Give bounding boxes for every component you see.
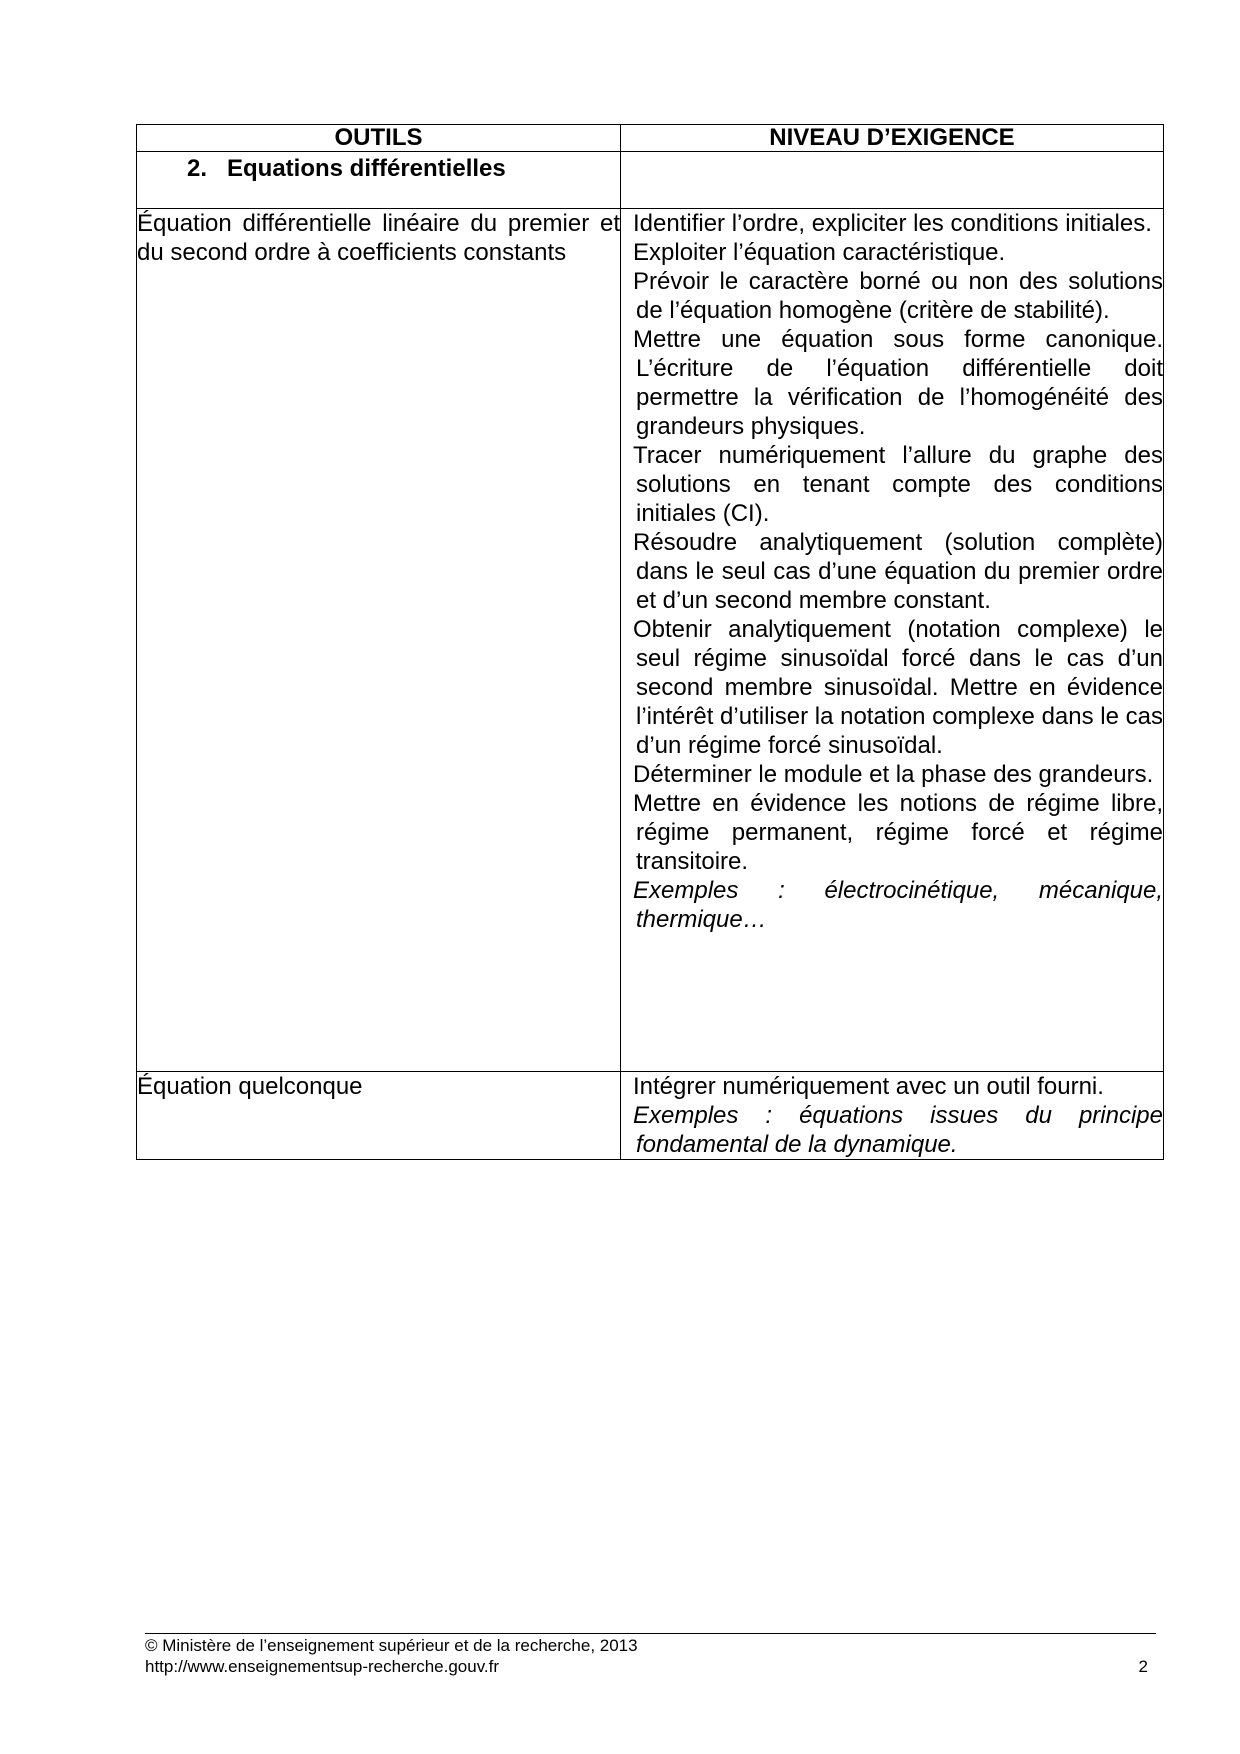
footer-divider (145, 1633, 1156, 1634)
tool-label: Équation différentielle linéaire du premier et du second ordre à coefficients constants (137, 210, 620, 266)
requirement-item: Déterminer le module et la phase des grandeurs. (633, 761, 1154, 788)
tool-cell (137, 209, 621, 1072)
section-row (137, 152, 1164, 209)
header-level: NIVEAU D’EXIGENCE (621, 125, 1164, 152)
requirement-item: Exploiter l’équation caractéristique. (633, 239, 1006, 266)
page-number: 2 (1138, 1657, 1148, 1676)
requirements-cell (621, 209, 1164, 1072)
section-number: 2. (187, 155, 208, 182)
footer-url[interactable]: http://www.enseignementsup-recherche.gouv.fr (145, 1657, 500, 1676)
table-row (137, 209, 1164, 1072)
tool-cell (137, 1072, 621, 1160)
examples-text: Exemples : électrocinétique, mécanique, thermique… (633, 877, 1163, 933)
section-cell (137, 152, 621, 209)
tool-label: Équation quelconque (137, 1073, 363, 1100)
table-row (137, 1072, 1164, 1160)
page-footer (145, 1635, 1156, 1677)
examples-text: Exemples : équations issues du principe fondamental de la dynamique. (633, 1102, 1163, 1158)
requirement-item: Obtenir analytiquement (notation complexe) le seul régime sinusoïdal forcé dans le cas d’un second membre sinusoïdal. Mettre en évidence l’intérêt d’utiliser la notation complexe dans le cas d’un régime forcé sinusoïdal. (633, 616, 1163, 759)
curriculum-table (136, 124, 1164, 1160)
header-tools: OUTILS (137, 125, 621, 152)
requirement-item: Prévoir le caractère borné ou non des solutions de l’équation homogène (critère de stabilité). (633, 268, 1163, 324)
requirement-item: Résoudre analytiquement (solution complète) dans le seul cas d’une équation du premier ordre et d’un second membre constant. (633, 529, 1163, 614)
requirement-item: Tracer numériquement l’allure du graphe des solutions en tenant compte des conditions initiales (CI). (633, 442, 1163, 527)
table-header-row (137, 125, 1164, 152)
requirement-item: Mettre une équation sous forme canonique. L’écriture de l’équation différentielle doit permettre la vérification de l’homogénéité des grandeurs physiques. (633, 326, 1163, 440)
requirement-item: Mettre en évidence les notions de régime libre, régime permanent, régime forcé et régime transitoire. (633, 790, 1163, 875)
section-heading (137, 152, 620, 183)
requirements-cell (621, 1072, 1164, 1160)
section-empty-cell (621, 152, 1164, 209)
section-title: Equations différentielles (227, 155, 506, 182)
requirement-item: Identifier l’ordre, expliciter les conditions initiales. (633, 210, 1152, 237)
footer-copyright: © Ministère de l’enseignement supérieur et de la recherche, 2013 (145, 1636, 638, 1655)
requirement-item: Intégrer numériquement avec un outil fourni. (633, 1073, 1104, 1100)
